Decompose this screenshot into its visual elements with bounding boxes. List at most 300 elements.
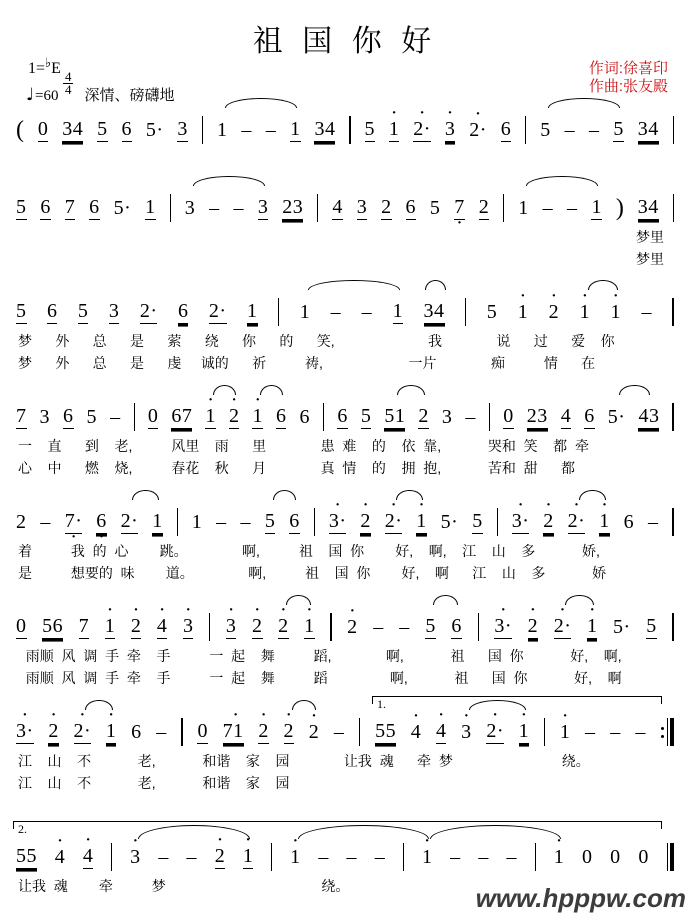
octave-dot-low <box>81 639 86 645</box>
octave-dot-low <box>19 324 24 330</box>
octave-dot-high <box>148 188 153 196</box>
note-token: – <box>585 713 596 750</box>
system-1 <box>0 92 690 148</box>
octave-dot-low <box>453 869 458 875</box>
note-token: – <box>375 838 386 875</box>
octave-dot-high: · <box>613 288 619 304</box>
octave-dot-low <box>454 639 459 645</box>
slur-arc <box>619 385 650 395</box>
octave-dot-low <box>506 429 511 435</box>
octave-dot-high <box>244 111 249 119</box>
octave-dot-high <box>292 502 297 510</box>
octave-dot-low <box>503 142 508 148</box>
note-token: · 1 <box>416 502 427 540</box>
note-token: 0 <box>582 838 593 875</box>
system-2 <box>0 170 690 270</box>
octave-dot-low <box>641 869 646 875</box>
octave-dot-high <box>359 188 364 196</box>
note-token: – <box>642 293 653 330</box>
octave-dot-high <box>641 838 646 846</box>
octave-dot-high <box>81 292 86 300</box>
note-token: · 2 <box>284 712 295 750</box>
octave-dot-high <box>333 293 338 301</box>
barline <box>544 718 545 746</box>
octave-dot-low <box>81 324 86 330</box>
octave-dot-low <box>109 744 114 750</box>
octave-dot-high <box>195 503 200 511</box>
octave-dot-high <box>182 397 187 405</box>
octave-dot-low <box>363 534 368 540</box>
note-token: 5 <box>540 111 551 148</box>
slur-arc <box>260 385 283 395</box>
key-letter: E <box>51 60 61 77</box>
notes-row <box>0 392 690 435</box>
octave-dot-low <box>391 534 396 540</box>
octave-dot-high <box>567 111 572 119</box>
octave-dot-high <box>447 503 452 511</box>
octave-dot-low <box>311 744 316 750</box>
note-token: 5 <box>87 398 98 435</box>
note-token: · 1 <box>580 293 591 330</box>
note-token: 1 <box>152 502 163 540</box>
slur-arc <box>526 176 598 186</box>
octave-dot-low <box>286 744 291 750</box>
octave-dot-low <box>564 429 569 435</box>
octave-dot-high: · <box>500 602 506 618</box>
octave-dot-high <box>481 188 486 196</box>
octave-dot-low <box>594 220 599 226</box>
octave-dot-low <box>392 142 397 148</box>
note-token: · 4 <box>436 712 447 750</box>
note-token: 3 4 <box>638 110 659 148</box>
note-token: · 7 1 <box>223 712 244 750</box>
note-token: – <box>331 293 342 330</box>
octave-dot-high: · <box>335 497 341 513</box>
quarter-note-icon: ♩ <box>26 85 35 105</box>
barline <box>170 194 171 222</box>
note-token: – <box>465 398 476 435</box>
note-token: · 3 <box>445 110 456 148</box>
octave-dot-low <box>134 744 139 750</box>
lyrics-row: 江 山 不 老, 和谐 家 园 让我 魂 牵 梦 绕。 <box>18 753 590 769</box>
octave-dot-low <box>414 744 419 750</box>
octave-dot-low <box>92 220 97 226</box>
octave-dot-high <box>408 188 413 196</box>
note-token: · 2 <box>229 397 240 435</box>
credits <box>589 60 668 96</box>
octave-dot-high: · <box>311 708 317 724</box>
note-token: 2 <box>381 188 392 226</box>
octave-dot-high <box>187 189 192 197</box>
octave-dot-high: · <box>22 707 28 723</box>
note-token: – <box>156 713 167 750</box>
octave-dot-high <box>503 110 508 118</box>
note-token: 7 <box>65 188 76 226</box>
octave-dot-high <box>592 111 597 119</box>
note-token: – <box>334 713 345 750</box>
barline <box>673 116 674 144</box>
octave-dot-low <box>648 220 653 226</box>
note-token: 0 <box>638 838 649 875</box>
note-token: · 2· <box>486 712 504 750</box>
octave-dot-low <box>384 220 389 226</box>
lyrics-row: 梦里 <box>636 229 664 245</box>
octave-dot-high <box>73 110 78 118</box>
barline <box>209 613 210 641</box>
octave-dot-low <box>189 869 194 875</box>
note-token: 5 <box>78 292 89 330</box>
octave-dot-high <box>537 397 542 405</box>
note-token: 1 <box>393 292 404 330</box>
octave-dot-high <box>421 397 426 405</box>
note-token: – <box>216 503 227 540</box>
octave-dot-high <box>250 292 255 300</box>
octave-dot-low <box>602 534 607 540</box>
octave-dot-low <box>152 142 157 148</box>
octave-dot-high: · <box>520 288 526 304</box>
note-token: – <box>565 111 576 148</box>
note-token: · 3 <box>183 607 194 645</box>
octave-dot-low <box>22 744 27 750</box>
barline <box>330 613 331 641</box>
octave-dot-low <box>333 324 338 330</box>
octave-dot-high <box>367 110 372 118</box>
barline <box>478 613 479 641</box>
note-token: 1 <box>591 188 602 226</box>
octave-dot-low <box>279 429 284 435</box>
octave-dot-high: · <box>589 602 595 618</box>
octave-dot-high <box>337 713 342 721</box>
octave-dot-high: · <box>363 497 369 513</box>
barline <box>181 718 182 746</box>
note-token: – <box>450 838 461 875</box>
system-7 <box>0 694 690 794</box>
octave-dot-low <box>292 534 297 540</box>
barline <box>497 508 498 536</box>
phrase-paren: ) <box>615 195 624 221</box>
octave-dot-high: · <box>255 392 261 408</box>
octave-dot-low <box>359 220 364 226</box>
octave-dot-low <box>481 220 486 226</box>
octave-dot-low <box>182 429 187 435</box>
lyrics-row: 着 我 的 心 跳。 啊, 祖 国 你 好, 啊, 江 山 多 娇, <box>18 543 600 559</box>
note-token: · 2· <box>469 111 487 148</box>
note-token: · 3· <box>16 712 34 750</box>
note-token: 5 <box>361 397 372 435</box>
octave-dot-high <box>395 292 400 300</box>
lyrics-row: 雨顺 风 调 手 牵 手 一 起 舞 蹈, 啊, 祖 国 你 好, 啊, <box>18 648 622 664</box>
note-token: 4 <box>332 188 343 226</box>
octave-dot-low <box>425 869 430 875</box>
octave-dot-high <box>302 398 307 406</box>
octave-dot-low <box>159 744 164 750</box>
octave-dot-high: · <box>57 833 63 849</box>
octave-dot-low <box>261 744 266 750</box>
octave-dot-high: · <box>518 497 524 513</box>
barline <box>535 843 536 871</box>
octave-dot-high: · <box>463 708 469 724</box>
octave-dot-low <box>546 534 551 540</box>
octave-dot-high <box>124 110 129 118</box>
octave-dot-high <box>649 607 654 615</box>
octave-dot-low <box>340 429 345 435</box>
note-token: 6 <box>624 503 635 540</box>
octave-dot-low <box>281 639 286 645</box>
octave-dot-high: · <box>582 288 588 304</box>
octave-dot-high <box>212 189 217 197</box>
note-token: 1 <box>145 188 156 226</box>
octave-dot-low <box>649 639 654 645</box>
note-token: 5 5 <box>375 712 396 750</box>
slur-arc <box>213 385 236 395</box>
barline <box>672 508 673 536</box>
octave-dot-high <box>71 502 76 510</box>
octave-dot-low <box>68 220 73 226</box>
note-token: · 1 <box>518 293 529 330</box>
octave-dot-low <box>161 869 166 875</box>
note-token: 5 <box>365 110 376 148</box>
note-token: 3 <box>258 188 269 226</box>
octave-dot-high <box>215 292 220 300</box>
note-token: · 1 <box>422 838 433 875</box>
octave-dot-high <box>155 502 160 510</box>
slur-arc <box>85 700 113 710</box>
barline <box>111 843 112 871</box>
note-token: – <box>648 503 659 540</box>
octave-dot-high: · <box>438 707 444 723</box>
octave-dot-low <box>181 324 186 330</box>
octave-dot-low <box>481 869 486 875</box>
octave-dot-low <box>616 142 621 148</box>
note-token: 5 <box>265 502 276 540</box>
note-token: 6 <box>122 110 133 148</box>
note-token: 0 <box>16 607 27 645</box>
note-token: 6 <box>63 397 74 435</box>
note-token: · 2 <box>131 607 142 645</box>
octave-dot-low <box>468 429 473 435</box>
octave-dot-high <box>89 398 94 406</box>
note-token: 6 7 <box>171 397 192 435</box>
note-token: 7 · <box>454 188 465 226</box>
octave-dot-low <box>325 142 330 148</box>
note-token: · 3· <box>512 502 530 540</box>
octave-dot-low <box>148 220 153 226</box>
note-token: – <box>399 608 410 645</box>
note-token: 2· <box>140 292 158 330</box>
octave-dot-high: · <box>419 105 425 121</box>
note-token: 5 <box>487 293 498 330</box>
octave-dot-high <box>134 713 139 721</box>
octave-dot-high <box>268 502 273 510</box>
slur-arc <box>292 700 316 710</box>
octave-dot-high <box>384 188 389 196</box>
octave-dot-low <box>293 220 298 226</box>
note-token: – <box>373 608 384 645</box>
note-token: 0 <box>610 838 621 875</box>
octave-dot-low <box>107 639 112 645</box>
note-token: – <box>589 111 600 148</box>
octave-dot-low <box>648 142 653 148</box>
octave-dot-high <box>321 838 326 846</box>
lyrics-row: 是 想要的 味 道。 啊, 祖 国 你 好, 啊 江 山 多 娇 <box>18 565 607 581</box>
octave-dot-high <box>377 838 382 846</box>
octave-dot-low <box>521 220 526 226</box>
octave-dot-high <box>261 188 266 196</box>
octave-dot-low <box>112 324 117 330</box>
octave-dot-low <box>41 142 46 148</box>
octave-dot-low <box>307 639 312 645</box>
lyricist-credit: 作词:徐喜印 <box>588 60 668 77</box>
octave-dot-high <box>613 713 618 721</box>
note-token: 5· <box>114 189 132 226</box>
octave-dot-low <box>19 534 24 540</box>
octave-dot-low <box>86 869 91 875</box>
barline <box>202 116 203 144</box>
octave-dot-low <box>19 429 24 435</box>
octave-dot-low <box>246 869 251 875</box>
note-token: · 3 <box>226 607 237 645</box>
octave-dot-low <box>386 744 391 750</box>
note-token: 4 3 <box>638 397 659 435</box>
note-token: 1 <box>217 111 228 148</box>
slur-arc <box>132 490 159 500</box>
note-token: 6 · <box>96 502 107 540</box>
barline <box>314 508 315 536</box>
octave-dot-low: · <box>99 529 105 545</box>
octave-dot-high: · <box>231 392 237 408</box>
volta-label: 2. <box>18 822 30 837</box>
octave-dot-low <box>220 142 225 148</box>
octave-dot-low <box>563 744 568 750</box>
note-token: 1 <box>247 292 258 330</box>
note-token: 5 <box>613 110 624 148</box>
octave-dot-low <box>133 869 138 875</box>
octave-dot-low <box>408 220 413 226</box>
octave-dot-low <box>501 639 506 645</box>
note-token: · 1 <box>106 712 117 750</box>
octave-dot-high <box>120 189 125 197</box>
octave-dot-high <box>92 188 97 196</box>
octave-dot-high <box>626 503 631 511</box>
octave-dot-high <box>340 397 345 405</box>
octave-dot-low <box>261 220 266 226</box>
slur-arc <box>548 98 620 108</box>
octave-dot-low <box>160 639 165 645</box>
slur-arc <box>588 280 618 290</box>
octave-dot-high <box>349 838 354 846</box>
octave-dot-high: · <box>261 707 267 723</box>
octave-dot-low <box>377 869 382 875</box>
octave-dot-high <box>445 398 450 406</box>
note-token: – <box>567 189 578 226</box>
song-title: 祖 国 你 好 <box>252 25 438 58</box>
octave-dot-low <box>613 869 618 875</box>
note-token: · 2 <box>347 608 358 645</box>
octave-dot-low <box>113 429 118 435</box>
octave-dot-low <box>302 324 307 330</box>
octave-dot-high: · <box>560 602 566 618</box>
octave-dot-low <box>335 534 340 540</box>
barline <box>323 403 324 431</box>
octave-dot-high <box>453 838 458 846</box>
note-token: 3 <box>185 189 196 226</box>
octave-dot-low <box>250 324 255 330</box>
octave-dot-low <box>402 639 407 645</box>
octave-dot-high <box>564 397 569 405</box>
note-token: · 2 <box>278 607 289 645</box>
note-token: · 2 <box>252 607 263 645</box>
slur-arc <box>397 385 425 395</box>
octave-dot-low <box>155 534 160 540</box>
octave-dot-high <box>613 838 618 846</box>
octave-dot-low <box>421 429 426 435</box>
octave-dot-low <box>53 639 58 645</box>
note-token: 0 <box>197 712 208 750</box>
octave-dot-low <box>208 429 213 435</box>
octave-dot-high <box>302 293 307 301</box>
octave-dot-low <box>367 142 372 148</box>
octave-dot-low <box>27 869 32 875</box>
note-token: – <box>158 838 169 875</box>
note-token: 5· <box>441 503 459 540</box>
octave-dot-low <box>585 869 590 875</box>
octave-dot-high: · <box>424 833 430 849</box>
octave-dot-high <box>19 607 24 615</box>
barline <box>317 194 318 222</box>
octave-dot-low <box>476 142 481 148</box>
barline <box>177 508 178 536</box>
note-token: · 2 <box>309 713 320 750</box>
note-token: 2 <box>16 503 27 540</box>
note-token: · 2 <box>48 712 59 750</box>
octave-dot-high <box>220 111 225 119</box>
barline <box>403 843 404 871</box>
octave-dot-low <box>268 534 273 540</box>
note-token: – <box>543 189 554 226</box>
slur-arc <box>433 595 458 605</box>
note-token: · 1 <box>599 502 610 540</box>
note-token: · 1 <box>105 607 116 645</box>
octave-dot-high <box>468 398 473 406</box>
octave-dot-low <box>364 429 369 435</box>
octave-dot-low <box>649 429 654 435</box>
octave-dot-low <box>268 142 273 148</box>
octave-dot-high: · <box>413 708 419 724</box>
octave-dot-high <box>219 503 224 511</box>
notes-row <box>0 188 690 231</box>
flat-icon: ♭ <box>45 56 52 71</box>
octave-dot-high: · <box>601 497 607 513</box>
octave-dot-low <box>395 429 400 435</box>
note-token: 2· <box>209 292 227 330</box>
octave-dot-low <box>42 429 47 435</box>
volta-bracket <box>372 696 662 711</box>
octave-dot-low <box>255 429 260 435</box>
octave-dot-high <box>268 111 273 119</box>
note-token: – <box>266 111 277 148</box>
note-token: 5· <box>146 111 164 148</box>
octave-dot-high <box>159 713 164 721</box>
note-token: · 1 <box>587 607 598 645</box>
octave-dot-low: · <box>457 215 463 231</box>
note-token: 5 6 <box>42 607 63 645</box>
octave-dot-low <box>464 744 469 750</box>
octave-dot-high <box>66 397 71 405</box>
note-token: 6 <box>406 188 417 226</box>
octave-dot-low <box>509 869 514 875</box>
octave-dot-high <box>509 838 514 846</box>
note-token: 6 <box>289 502 300 540</box>
